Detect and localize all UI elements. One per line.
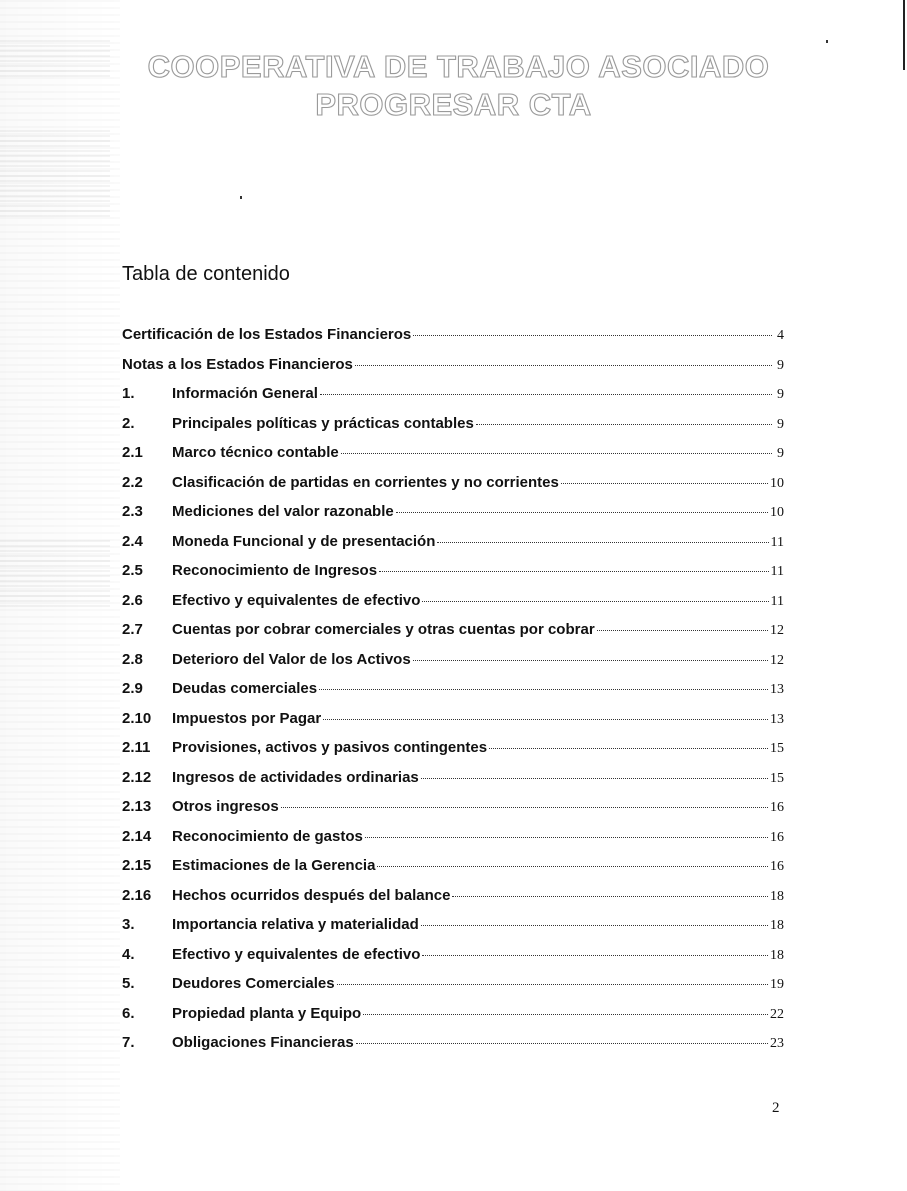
toc-entry-page: 16 — [770, 800, 784, 815]
toc-entry-number: 2.7 — [122, 621, 143, 638]
toc-entry[interactable] — [122, 946, 784, 976]
toc-dot-leader — [379, 570, 768, 572]
toc-entry-label: Deterioro del Valor de los Activos — [172, 650, 411, 668]
toc-entry-number: 2.14 — [122, 827, 152, 845]
toc-entry-number: 2.2 — [122, 473, 143, 491]
toc-entry-number: 2.12 — [122, 768, 152, 786]
document-header — [0, 48, 907, 124]
toc-entry[interactable] — [122, 710, 784, 740]
toc-dot-leader — [320, 393, 772, 395]
toc-entry[interactable] — [122, 621, 784, 651]
toc-entry-number: 3. — [122, 916, 135, 933]
toc-entry[interactable] — [122, 680, 784, 710]
toc-entry-label: Reconocimiento de Ingresos — [172, 562, 378, 579]
toc-entry-number: 6. — [122, 1004, 135, 1022]
toc-entry-number: 2.3 — [122, 503, 143, 520]
toc-entry-number: 2.10 — [122, 709, 152, 727]
toc-entry[interactable] — [122, 356, 784, 386]
toc-dot-leader — [476, 423, 772, 425]
toc-entry-page: 23 — [770, 1036, 784, 1051]
toc-entry-page: 11 — [770, 534, 784, 550]
toc-dot-leader — [452, 895, 768, 897]
toc-entry[interactable] — [122, 857, 784, 887]
toc-dot-leader — [413, 659, 768, 661]
table-of-contents — [122, 326, 784, 1064]
toc-dot-leader — [341, 452, 772, 454]
toc-entry-number: 2.11 — [122, 739, 151, 756]
toc-entry-number: 2.6 — [122, 591, 143, 609]
toc-entry-page: 9 — [777, 416, 784, 432]
scan-artifact — [0, 540, 110, 610]
toc-entry-label: Marco técnico contable — [172, 444, 339, 461]
toc-entry-label: Importancia relativa y materialidad — [172, 916, 419, 933]
toc-entry-number: 2.9 — [122, 680, 143, 697]
toc-entry-label: Obligaciones Financieras — [172, 1034, 354, 1051]
toc-entry-number: 5. — [122, 975, 135, 992]
toc-entry-label: Información General — [172, 385, 318, 402]
toc-entry-page: 16 — [770, 859, 784, 874]
toc-entry-number: 7. — [122, 1034, 135, 1051]
toc-entry-page: 11 — [770, 593, 784, 609]
toc-dot-leader — [356, 1042, 768, 1044]
toc-entry-page: 16 — [770, 829, 784, 845]
toc-entry-label: Deudas comerciales — [172, 680, 318, 697]
toc-entry[interactable] — [122, 1005, 784, 1035]
toc-entry[interactable] — [122, 828, 784, 858]
toc-dot-leader — [365, 836, 768, 838]
toc-entry-number: 4. — [122, 945, 135, 963]
toc-entry[interactable] — [122, 798, 784, 828]
scan-artifact — [0, 130, 110, 220]
toc-entry-number: 1. — [122, 385, 135, 402]
toc-entry[interactable] — [122, 503, 784, 533]
toc-entry[interactable] — [122, 326, 784, 356]
page-number: 2 — [772, 1100, 780, 1116]
toc-entry-label: Notas a los Estados Financieros — [122, 355, 353, 373]
toc-entry-page: 4 — [777, 328, 784, 343]
toc-entry-label: Cuentas por cobrar comerciales y otras cuentas por cobrar — [172, 621, 595, 638]
toc-entry-page: 13 — [770, 711, 784, 727]
toc-entry[interactable] — [122, 533, 784, 563]
toc-entry-page: 10 — [770, 505, 784, 520]
toc-entry-page: 13 — [770, 682, 784, 697]
scan-speck — [240, 196, 242, 199]
toc-dot-leader — [421, 777, 768, 779]
toc-entry-number: 2.13 — [122, 798, 152, 815]
toc-entry-page: 19 — [770, 977, 784, 992]
toc-entry-number: 2.1 — [122, 444, 143, 461]
toc-entry-page: 15 — [770, 770, 784, 786]
toc-entry-label: Deudores Comerciales — [172, 975, 335, 992]
toc-entry[interactable] — [122, 474, 784, 504]
toc-entry-number: 2.15 — [122, 857, 152, 874]
toc-entry-number: 2.16 — [122, 886, 152, 904]
toc-entry[interactable] — [122, 444, 784, 474]
toc-entry[interactable] — [122, 592, 784, 622]
toc-entry-label: Moneda Funcional y de presentación — [172, 532, 436, 550]
toc-dot-leader — [421, 924, 768, 926]
toc-entry-label: Efectivo y equivalentes de efectivo — [172, 945, 421, 963]
toc-entry-number: 2. — [122, 414, 135, 432]
toc-entry-number: 2.5 — [122, 562, 143, 579]
toc-entry-page: 12 — [770, 652, 784, 668]
toc-dot-leader — [281, 806, 768, 808]
toc-dot-leader — [396, 511, 768, 513]
toc-entry-label: Principales políticas y prácticas contables — [172, 414, 474, 432]
toc-entry-label: Estimaciones de la Gerencia — [172, 857, 376, 874]
toc-entry[interactable] — [122, 651, 784, 681]
toc-entry[interactable] — [122, 769, 784, 799]
toc-entry-page: 12 — [770, 623, 784, 638]
toc-entry[interactable] — [122, 415, 784, 445]
toc-entry-page: 9 — [777, 357, 784, 373]
toc-entry-page: 10 — [770, 475, 784, 491]
header-line-2: PROGRESAR CTA — [315, 87, 592, 122]
toc-entry-label: Ingresos de actividades ordinarias — [172, 768, 419, 786]
toc-entry-label: Efectivo y equivalentes de efectivo — [172, 591, 421, 609]
toc-entry-label: Otros ingresos — [172, 798, 279, 815]
toc-dot-leader — [422, 954, 768, 956]
toc-entry-page: 18 — [770, 918, 784, 933]
toc-entry-number: 2.4 — [122, 532, 143, 550]
toc-dot-leader — [561, 482, 768, 484]
toc-dot-leader — [377, 865, 768, 867]
toc-entry-label: Propiedad planta y Equipo — [172, 1004, 362, 1022]
toc-entry-page: 22 — [770, 1006, 784, 1022]
toc-entry-label: Certificación de los Estados Financieros — [122, 326, 412, 343]
toc-entry-page: 9 — [777, 387, 784, 402]
toc-dot-leader — [323, 718, 768, 720]
toc-dot-leader — [597, 629, 768, 631]
toc-dot-leader — [413, 334, 772, 336]
toc-entry-label: Hechos ocurridos después del balance — [172, 886, 451, 904]
toc-dot-leader — [363, 1013, 768, 1015]
toc-entry-page: 11 — [770, 564, 784, 579]
toc-entry-page: 18 — [770, 888, 784, 904]
toc-entry-number: 2.8 — [122, 650, 143, 668]
toc-entry[interactable] — [122, 385, 784, 415]
toc-entry[interactable] — [122, 975, 784, 1005]
toc-dot-leader — [437, 541, 768, 543]
toc-dot-leader — [319, 688, 768, 690]
toc-entry[interactable] — [122, 1034, 784, 1064]
toc-dot-leader — [489, 747, 768, 749]
toc-entry-label: Reconocimiento de gastos — [172, 827, 363, 845]
toc-dot-leader — [355, 364, 772, 366]
toc-entry-label: Provisiones, activos y pasivos contingentes — [172, 739, 488, 756]
toc-entry-page: 18 — [770, 947, 784, 963]
toc-title: Tabla de contenido — [122, 263, 290, 285]
toc-dot-leader — [422, 600, 768, 602]
toc-dot-leader — [337, 983, 768, 985]
toc-entry-label: Impuestos por Pagar — [172, 709, 322, 727]
toc-entry[interactable] — [122, 562, 784, 592]
toc-entry[interactable] — [122, 739, 784, 769]
toc-entry-label: Clasificación de partidas en corrientes y no corrientes — [172, 473, 559, 491]
toc-entry[interactable] — [122, 916, 784, 946]
header-line-1: COOPERATIVA DE TRABAJO ASOCIADO — [147, 49, 770, 84]
toc-entry-page: 15 — [770, 741, 784, 756]
toc-entry-page: 9 — [777, 446, 784, 461]
toc-entry-label: Mediciones del valor razonable — [172, 503, 394, 520]
scan-speck — [826, 40, 828, 43]
toc-entry[interactable] — [122, 887, 784, 917]
